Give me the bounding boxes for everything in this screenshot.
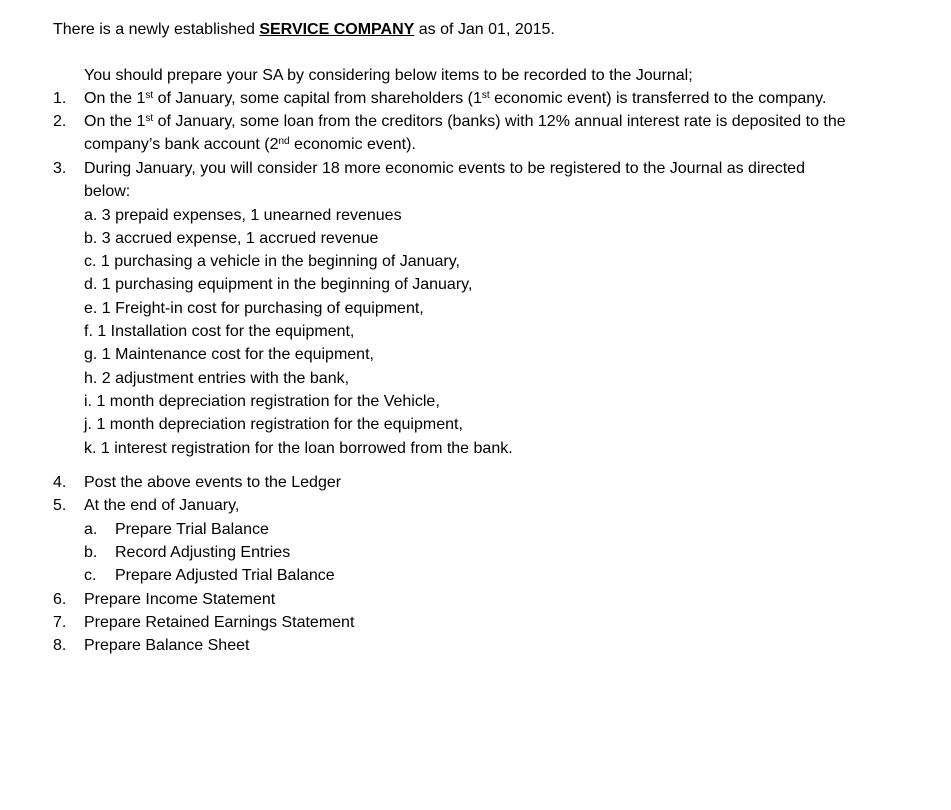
sub-item-adjusting-entries: Record Adjusting Entries — [115, 544, 291, 561]
sub-item-b: b. 3 accrued expense, 1 accrued revenue — [84, 230, 379, 247]
sub-item-c: c. 1 purchasing a vehicle in the beginning of January, — [84, 253, 460, 270]
item-number: 5. — [53, 497, 67, 514]
company-name: SERVICE COMPANY — [259, 21, 415, 38]
sub-item-adjusted-trial-balance: Prepare Adjusted Trial Balance — [115, 567, 335, 584]
sub-item-e: e. 1 Freight-in cost for purchasing of equipment, — [84, 300, 424, 317]
item-number: 2. — [53, 113, 67, 130]
sub-item-d: d. 1 purchasing equipment in the beginning of January, — [84, 276, 473, 293]
sub-item-letter: a. — [84, 521, 98, 538]
item-8-text: Prepare Balance Sheet — [84, 637, 250, 654]
item-1-text: On the 1st of January, some capital from shareholders (1st economic event) is transferred to the company. — [84, 90, 827, 107]
item-5-text: At the end of January, — [84, 497, 240, 514]
item-7-text: Prepare Retained Earnings Statement — [84, 614, 355, 631]
item-6-text: Prepare Income Statement — [84, 591, 276, 608]
item-number: 4. — [53, 474, 67, 491]
intro-suffix: as of Jan 01, 2015. — [414, 21, 555, 38]
item-3-text-line-2: below: — [84, 183, 131, 200]
sub-item-letter: b. — [84, 544, 98, 561]
item-number: 6. — [53, 591, 67, 608]
sub-item-trial-balance: Prepare Trial Balance — [115, 521, 269, 538]
item-3-text-line-1: During January, you will consider 18 more economic events to be registered to the Journal as directed — [84, 160, 805, 177]
intro-line — [53, 20, 555, 40]
sub-item-k: k. 1 interest registration for the loan borrowed from the bank. — [84, 440, 513, 457]
sub-item-j: j. 1 month depreciation registration for the equipment, — [84, 416, 463, 433]
item-4-text: Post the above events to the Ledger — [84, 474, 342, 491]
item-2-text-line-1: On the 1st of January, some loan from the creditors (banks) with 12% annual interest rate is deposited to the — [84, 113, 846, 130]
sub-item-i: i. 1 month depreciation registration for the Vehicle, — [84, 393, 440, 410]
item-number: 3. — [53, 160, 67, 177]
sub-item-letter: c. — [84, 567, 97, 584]
instructions-lead: You should prepare your SA by considering below items to be recorded to the Journal; — [84, 67, 693, 84]
sub-item-a: a. 3 prepaid expenses, 1 unearned revenues — [84, 207, 402, 224]
sub-item-h: h. 2 adjustment entries with the bank, — [84, 370, 350, 387]
item-number: 7. — [53, 614, 67, 631]
intro-prefix: There is a newly established — [53, 21, 260, 38]
item-number: 8. — [53, 637, 67, 654]
item-number: 1. — [53, 90, 67, 107]
sub-item-g: g. 1 Maintenance cost for the equipment, — [84, 346, 374, 363]
sub-item-f: f. 1 Installation cost for the equipment, — [84, 323, 355, 340]
item-2-text-line-2: company’s bank account (2nd economic event). — [84, 136, 416, 153]
